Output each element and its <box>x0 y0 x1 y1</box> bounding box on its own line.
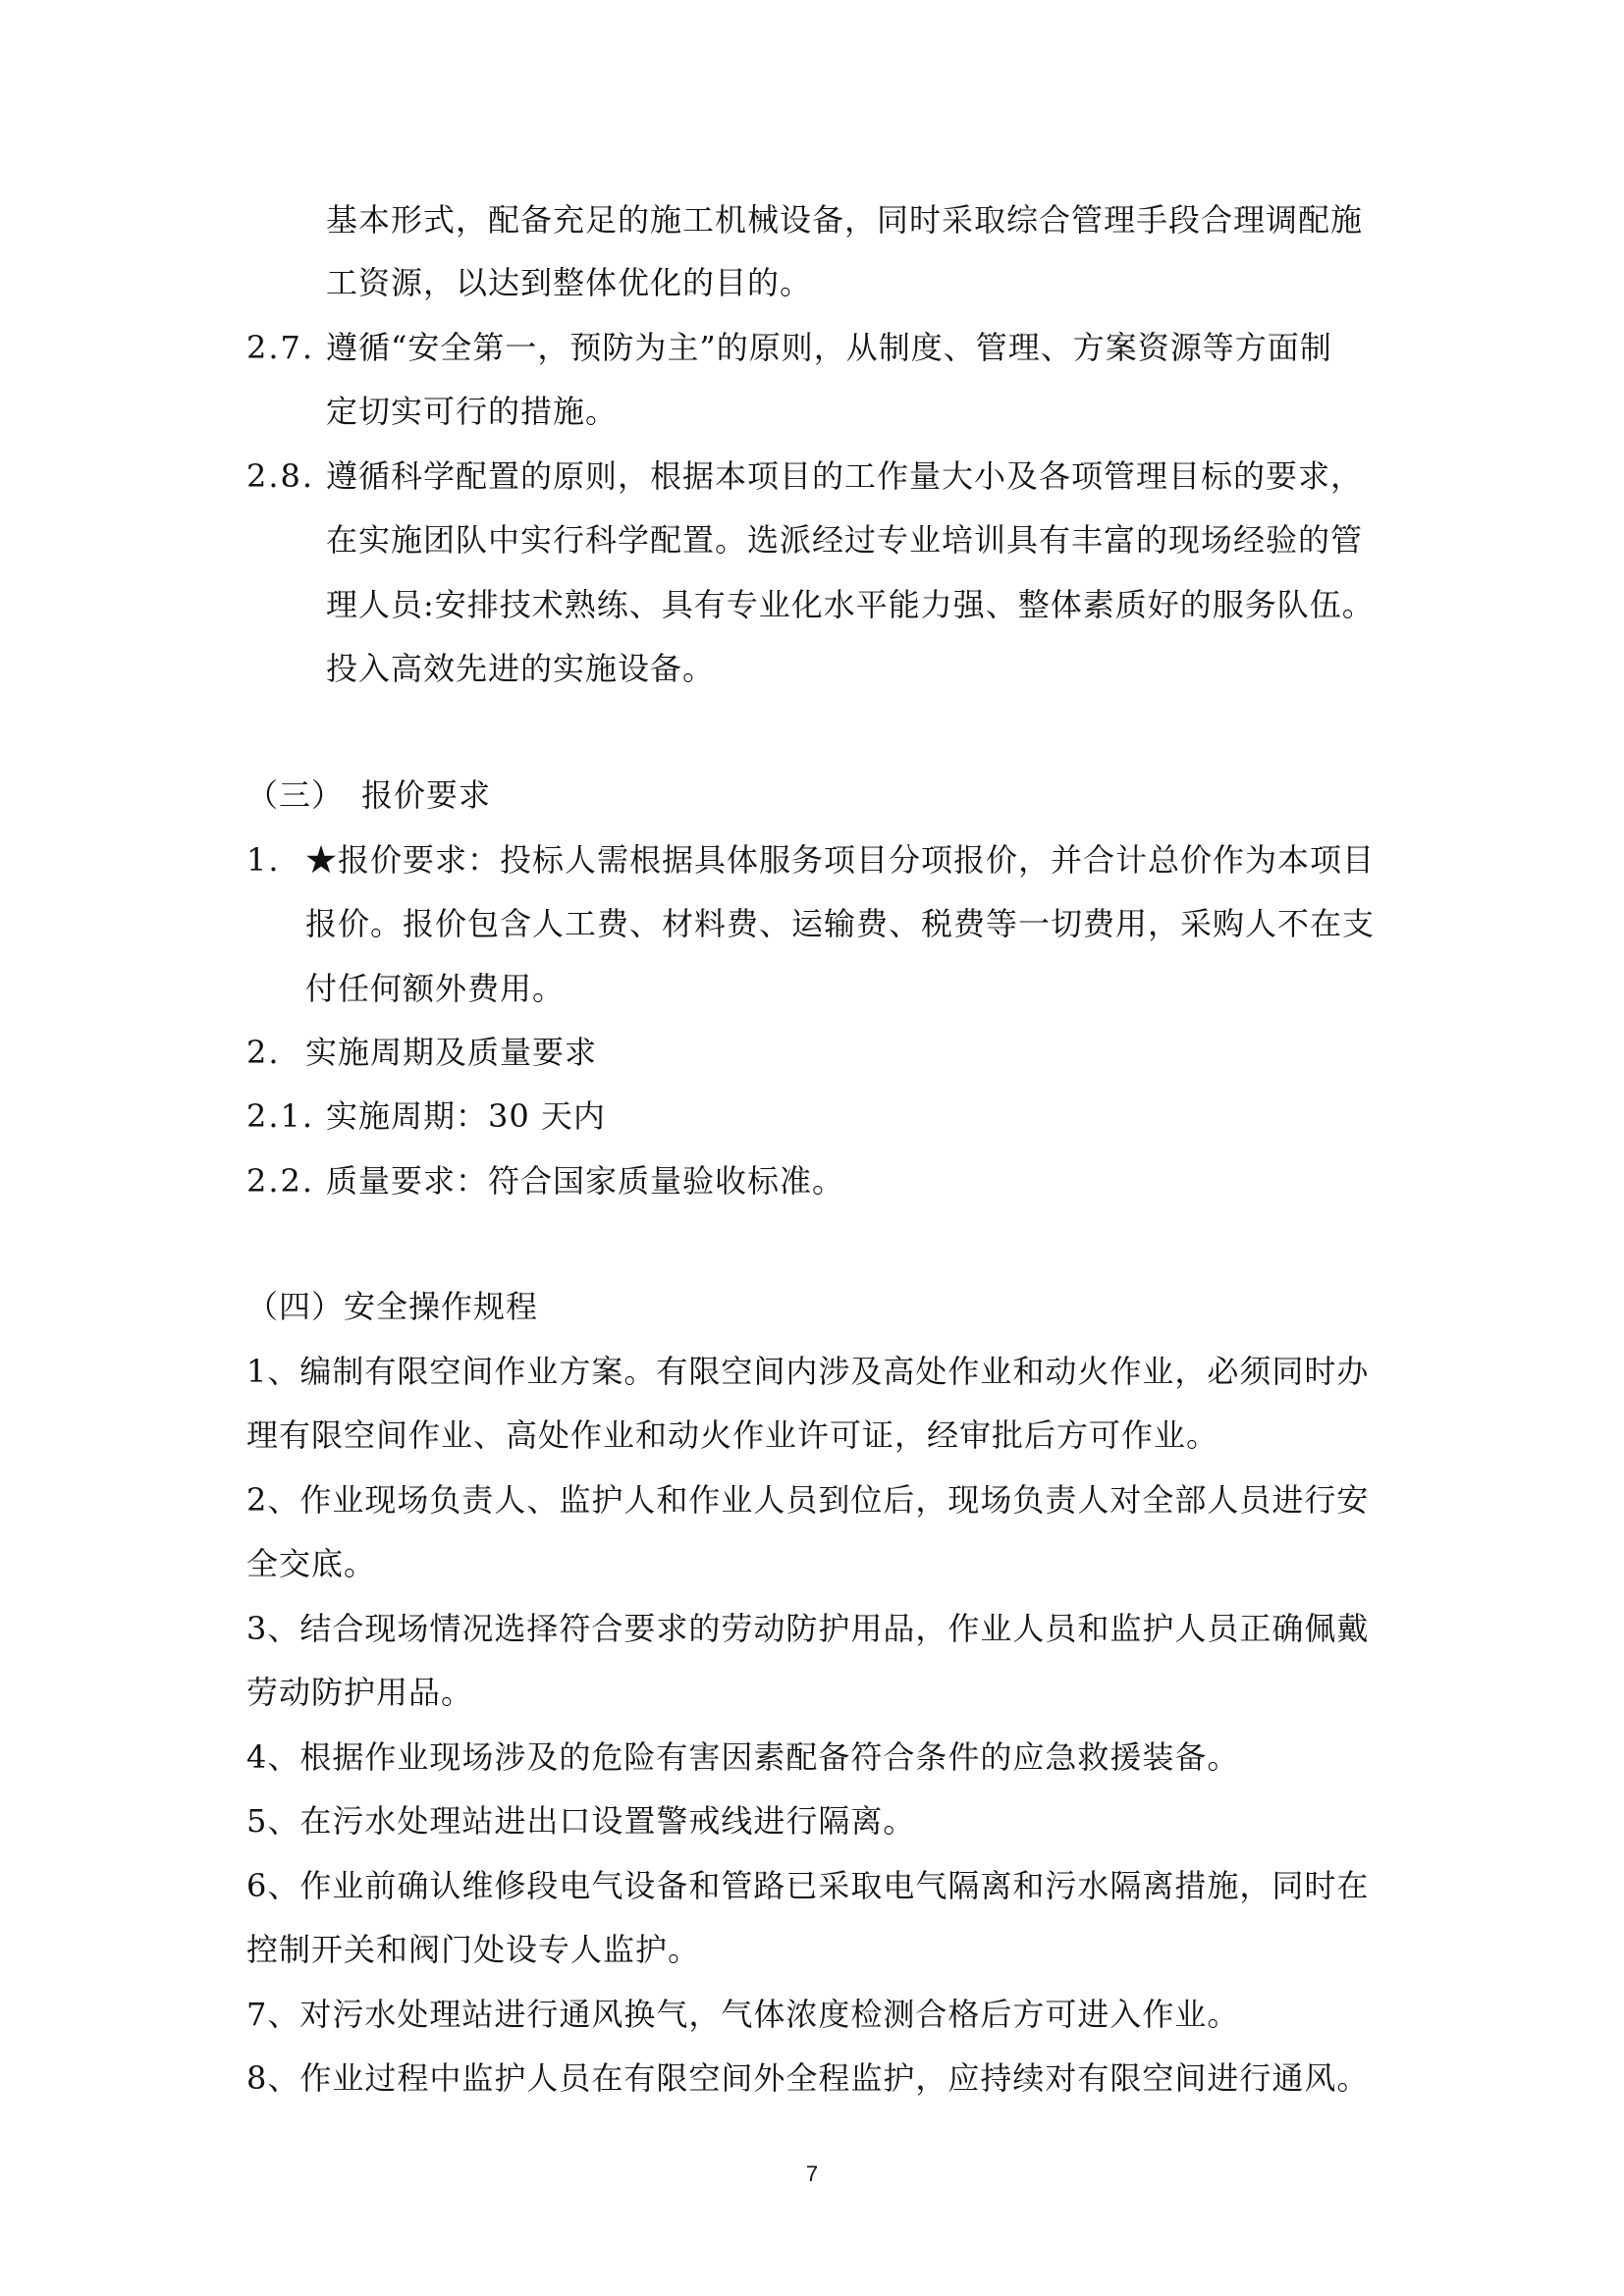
list-item-line: 理有限空间作业、高处作业和动火作业许可证，经审批后方可作业。 <box>246 1416 1219 1454</box>
item-number: 2. <box>246 1034 281 1071</box>
list-item-line: 全交底。 <box>246 1545 377 1582</box>
paragraph-line: 实施周期：30 天内 <box>326 1097 606 1135</box>
paragraph-line: 投入高效先进的实施设备。 <box>326 650 716 687</box>
list-item-line: 控制开关和阀门处设专人监护。 <box>246 1931 701 1968</box>
paragraph-line: 遵循“安全第一，预防为主”的原则，从制度、管理、方案资源等方面制 <box>326 329 1332 366</box>
list-item-line: 2、作业现场负责人、监护人和作业人员到位后，现场负责人对全部人员进行安 <box>246 1481 1370 1519</box>
paragraph-line: 实施周期及质量要求 <box>305 1034 598 1071</box>
list-item-line: 5、在污水处理站进出口设置警戒线进行隔离。 <box>246 1802 916 1840</box>
paragraph-line: 定切实可行的措施。 <box>326 393 619 430</box>
paragraph-line: 付任何额外费用。 <box>305 970 566 1007</box>
paragraph-line: 理人员:安排技术熟练、具有专业化水平能力强、整体素质好的服务队伍。 <box>326 586 1375 623</box>
item-number: 2.8. <box>246 457 315 495</box>
page-number: 7 <box>805 2162 819 2186</box>
paragraph-line: ★报价要求：投标人需根据具体服务项目分项报价，并合计总价作为本项目 <box>305 841 1376 879</box>
paragraph-line: 报价。报价包含人工费、材料费、运输费、税费等一切费用，采购人不在支 <box>305 905 1376 942</box>
section-title: （四）安全操作规程 <box>246 1288 539 1325</box>
list-item-line: 6、作业前确认维修段电气设备和管路已采取电气隔离和污水隔离措施，同时在 <box>246 1867 1370 1904</box>
item-number: 2.1. <box>246 1097 315 1135</box>
list-item-line: 1、编制有限空间作业方案。有限空间内涉及高处作业和动火作业，必须同时办 <box>246 1353 1370 1390</box>
item-number: 1. <box>246 841 281 879</box>
list-item-line: 8、作业过程中监护人员在有限空间外全程监护，应持续对有限空间进行通风。 <box>246 2059 1370 2097</box>
paragraph-line: 遵循科学配置的原则，根据本项目的工作量大小及各项管理目标的要求， <box>326 457 1364 495</box>
item-number: 2.2. <box>246 1162 315 1200</box>
section-number: （三） <box>246 776 345 814</box>
paragraph-line: 质量要求：符合国家质量验收标准。 <box>326 1162 845 1200</box>
list-item-line: 7、对污水处理站进行通风换气，气体浓度检测合格后方可进入作业。 <box>246 1996 1240 2033</box>
list-item-line: 3、结合现场情况选择符合要求的劳动防护用品，作业人员和监护人员正确佩戴 <box>246 1610 1370 1647</box>
list-item-line: 4、根据作业现场涉及的危险有害因素配备符合条件的应急救援装备。 <box>246 1738 1240 1776</box>
list-item-line: 劳动防护用品。 <box>246 1674 474 1711</box>
paragraph-line: 基本形式，配备充足的施工机械设备，同时采取综合管理手段合理调配施 <box>326 201 1364 239</box>
paragraph-line: 工资源，以达到整体优化的目的。 <box>326 264 813 301</box>
paragraph-line: 在实施团队中实行科学配置。选派经过专业培训具有丰富的现场经验的管 <box>326 521 1364 559</box>
item-number: 2.7. <box>246 329 315 366</box>
section-title: 报价要求 <box>361 776 492 814</box>
